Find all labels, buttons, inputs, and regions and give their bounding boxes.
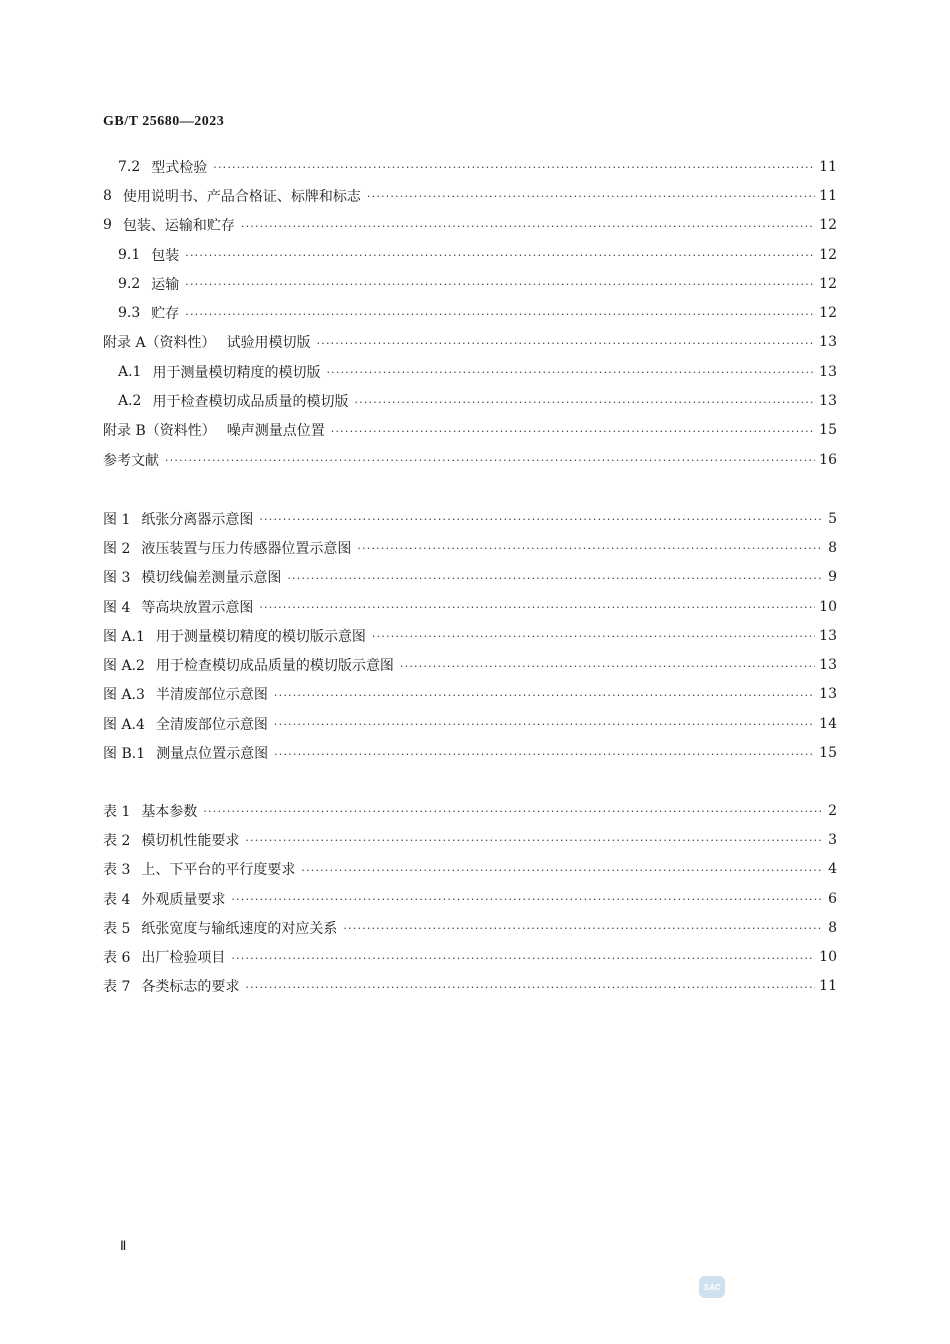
figure-entry-title: 半清废部位示意图 — [155, 687, 268, 704]
figure-entry-page: 14 — [819, 715, 837, 732]
leader-dots — [245, 833, 823, 846]
leader-dots — [185, 277, 815, 290]
leader-dots — [400, 659, 815, 672]
toc-figures — [103, 504, 837, 768]
toc-entry[interactable] — [103, 181, 837, 210]
toc-entry-title: 型式检验 — [151, 159, 208, 176]
figure-entry-number: 图 A.4 — [103, 716, 145, 733]
leader-dots — [367, 189, 815, 202]
toc-entry-title: 试验用模切版 — [226, 335, 311, 352]
figure-entry-title: 用于检查模切成品质量的模切版示意图 — [155, 658, 394, 675]
leader-dots — [185, 248, 815, 261]
toc-entry-page: 11 — [819, 187, 837, 204]
figure-entry-number: 图 A.1 — [103, 628, 145, 645]
table-entry-page: 6 — [828, 890, 837, 907]
table-entry-page: 11 — [819, 978, 837, 995]
page-number: Ⅱ — [120, 1238, 127, 1253]
figure-entry[interactable] — [103, 621, 837, 650]
leader-dots — [301, 863, 823, 876]
table-entry[interactable] — [103, 796, 837, 825]
figure-entry[interactable] — [103, 504, 837, 533]
table-entry-title: 基本参数 — [141, 803, 198, 820]
table-entry-page: 2 — [828, 802, 837, 819]
toc-entry[interactable] — [103, 211, 837, 240]
leader-dots — [331, 424, 815, 437]
toc-entry-title: 贮存 — [151, 306, 180, 323]
table-entry[interactable] — [103, 942, 837, 971]
toc-entry-page: 12 — [819, 217, 837, 234]
toc-entry-page: 15 — [819, 422, 837, 439]
leader-dots — [231, 892, 823, 905]
table-entry-number: 表 7 — [103, 979, 131, 996]
toc-entry-page: 12 — [819, 246, 837, 263]
figure-entry-title: 全清废部位示意图 — [155, 716, 268, 733]
leader-dots — [274, 688, 815, 701]
leader-dots — [317, 336, 816, 349]
figure-entry[interactable] — [103, 709, 837, 738]
leader-dots — [326, 365, 815, 378]
table-entry[interactable] — [103, 972, 837, 1001]
toc-entry[interactable] — [103, 240, 837, 269]
figure-entry-title: 等高块放置示意图 — [141, 599, 254, 616]
table-entry-title: 纸张宽度与输纸速度的对应关系 — [141, 920, 338, 937]
leader-dots — [203, 804, 823, 817]
toc-entry-number: 9.2 — [118, 275, 141, 292]
toc-entry-title: 参考文献 — [103, 452, 159, 469]
leader-dots — [287, 571, 823, 584]
table-entry-number: 表 1 — [103, 803, 131, 820]
table-entry-number: 表 5 — [103, 920, 131, 937]
sac-logo: SAC — [699, 1276, 725, 1298]
leader-dots — [185, 307, 815, 320]
figure-entry-page: 9 — [828, 569, 837, 586]
toc-entry-page: 12 — [819, 275, 837, 292]
toc-entry-title: 用于测量模切精度的模切版 — [152, 364, 321, 381]
figure-entry[interactable] — [103, 650, 837, 679]
figure-entry[interactable] — [103, 592, 837, 621]
figure-entry[interactable] — [103, 563, 837, 592]
figure-entry-page: 13 — [819, 657, 837, 674]
figure-entry-page: 10 — [819, 598, 837, 615]
figure-entry-number: 图 1 — [103, 511, 131, 528]
figure-entry[interactable] — [103, 738, 837, 767]
figure-entry-page: 8 — [828, 539, 837, 556]
toc-entry-number: 9.3 — [118, 305, 141, 322]
toc-tables — [103, 796, 837, 1001]
toc-entry-page: 13 — [819, 334, 837, 351]
figure-entry-number: 图 A.2 — [103, 658, 145, 675]
figure-entry-title: 模切线偏差测量示意图 — [141, 570, 282, 587]
table-entry-title: 出厂检验项目 — [141, 950, 226, 967]
table-entry[interactable] — [103, 884, 837, 913]
table-entry-title: 上、下平台的平行度要求 — [141, 862, 296, 879]
leader-dots — [259, 600, 815, 613]
table-entry-number: 表 3 — [103, 862, 131, 879]
figure-entry-page: 13 — [819, 686, 837, 703]
toc-entry-title: 包装 — [151, 247, 180, 264]
figure-entry-number: 图 B.1 — [103, 746, 146, 763]
table-entry-number: 表 6 — [103, 950, 131, 967]
leader-dots — [274, 747, 815, 760]
table-entry[interactable] — [103, 825, 837, 854]
toc-entry-number: 9.1 — [118, 246, 141, 263]
toc-entry[interactable] — [103, 416, 837, 445]
table-entry-page: 3 — [828, 831, 837, 848]
figure-entry-number: 图 3 — [103, 570, 131, 587]
toc-entry[interactable] — [103, 386, 837, 415]
standard-code: GB/T 25680—2023 — [103, 114, 225, 129]
toc-entry[interactable] — [103, 445, 837, 474]
table-entry[interactable] — [103, 913, 837, 942]
toc-entry-number: 7.2 — [118, 158, 141, 175]
table-entry-number: 表 2 — [103, 832, 131, 849]
toc-entry-title: 噪声测量点位置 — [226, 423, 325, 440]
toc-entry-number: A.1 — [118, 363, 142, 380]
leader-dots — [372, 629, 815, 642]
table-entry-title: 外观质量要求 — [141, 891, 226, 908]
leader-dots — [231, 951, 815, 964]
table-entry[interactable] — [103, 855, 837, 884]
table-entry-page: 4 — [828, 861, 837, 878]
toc-entry-title: 包装、运输和贮存 — [122, 218, 235, 235]
figure-entry-title: 纸张分离器示意图 — [141, 511, 254, 528]
toc-entry-number: 9 — [103, 217, 112, 234]
leader-dots — [165, 453, 815, 466]
toc-entry[interactable] — [103, 152, 837, 181]
table-entry-page: 10 — [819, 949, 837, 966]
leader-dots — [357, 541, 823, 554]
figure-entry-title: 用于测量模切精度的模切版示意图 — [155, 628, 366, 645]
figure-entry-title: 测量点位置示意图 — [156, 746, 269, 763]
toc-entry[interactable] — [103, 357, 837, 386]
leader-dots — [213, 160, 815, 173]
toc-entry-title: 使用说明书、产品合格证、标牌和标志 — [122, 188, 361, 205]
figure-entry[interactable] — [103, 533, 837, 562]
toc-entry-page: 13 — [819, 393, 837, 410]
figure-entry-page: 15 — [819, 745, 837, 762]
leader-dots — [245, 980, 815, 993]
toc-entry-page: 12 — [819, 305, 837, 322]
leader-dots — [241, 219, 815, 232]
toc-entry-number: A.2 — [118, 393, 142, 410]
toc-entry-number: 附录 A（资料性） — [103, 335, 216, 352]
table-entry-title: 各类标志的要求 — [141, 979, 240, 996]
figure-entry-title: 液压装置与压力传感器位置示意图 — [141, 540, 352, 557]
toc-entry-title: 用于检查模切成品质量的模切版 — [152, 394, 349, 411]
figure-entry-page: 5 — [828, 510, 837, 527]
figure-entry-page: 13 — [819, 627, 837, 644]
toc-entry[interactable] — [103, 328, 837, 357]
toc-entry[interactable] — [103, 298, 837, 327]
toc-entry-page: 16 — [819, 451, 837, 468]
toc-contents — [103, 152, 837, 474]
toc-entry-page: 11 — [819, 158, 837, 175]
table-entry-page: 8 — [828, 919, 837, 936]
toc-entry-number: 8 — [103, 187, 112, 204]
leader-dots — [274, 717, 815, 730]
leader-dots — [259, 512, 823, 525]
toc-entry[interactable] — [103, 269, 837, 298]
table-entry-title: 模切机性能要求 — [141, 832, 240, 849]
leader-dots — [354, 395, 815, 408]
leader-dots — [343, 921, 823, 934]
toc-entry-title: 运输 — [151, 276, 180, 293]
toc-entry-number: 附录 B（资料性） — [103, 423, 216, 440]
figure-entry[interactable] — [103, 680, 837, 709]
figure-entry-number: 图 4 — [103, 599, 131, 616]
table-entry-number: 表 4 — [103, 891, 131, 908]
figure-entry-number: 图 A.3 — [103, 687, 145, 704]
toc-entry-page: 13 — [819, 363, 837, 380]
figure-entry-number: 图 2 — [103, 540, 131, 557]
